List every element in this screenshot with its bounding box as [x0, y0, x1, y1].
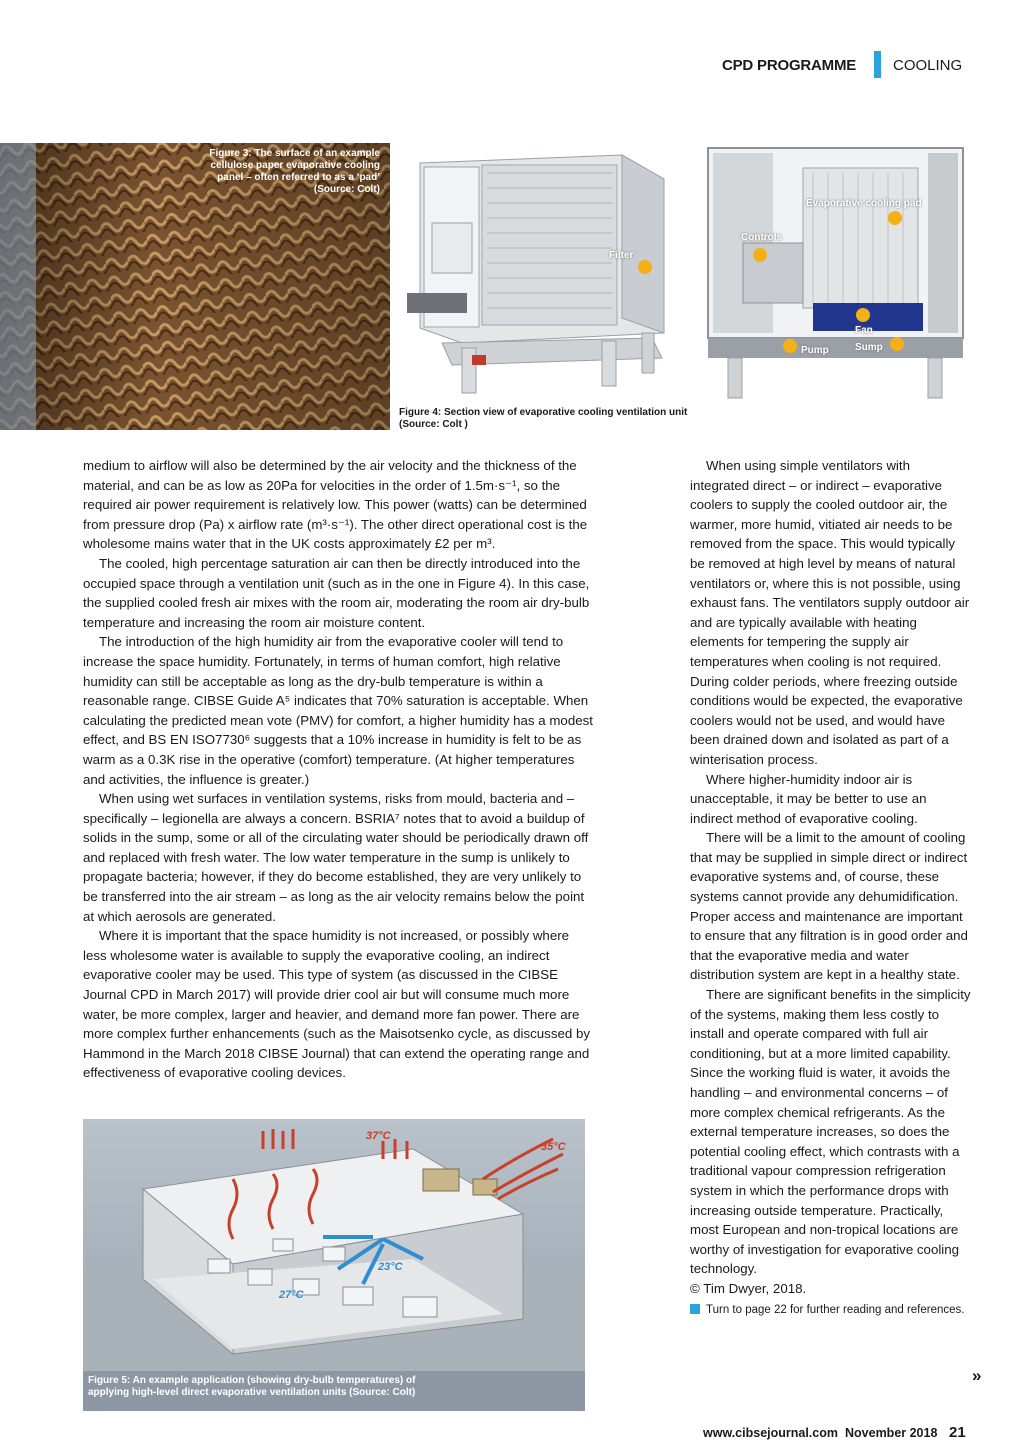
unit-exterior-drawing [402, 143, 692, 405]
figure5-illustration [83, 1119, 585, 1371]
footer-date: November 2018 [845, 1426, 938, 1440]
footer-url[interactable]: www.cibsejournal.com [703, 1426, 838, 1440]
pump-callout: Pump [801, 345, 829, 356]
paragraph: When using simple ventilators with integrated direct – or indirect – evaporative coolers to supply the cooled outdoor air, the warmer, more humid, vitiated air needs to be removed from the space. This would typically be removed at high level by means of natural ventilators or, where this is not possible, using exhaust fans. The ventilators supply outdoor air and are typically available with heating elements for tempering the supply air temperatures when cooling is not required. During colder periods, where freezing outside conditions would be expected, the evaporative coolers would not be used, and would have been drained down and isolated as part of a winterisation process. [690, 458, 970, 767]
unit-section-drawing [703, 143, 983, 405]
header-divider [874, 51, 881, 78]
turn-note[interactable]: Turn to page 22 for further reading and references. [690, 1301, 972, 1321]
paragraph: The cooled, high percentage saturation air can then be directly introduced into the occupied space through a ventilation unit (such as in the one in Figure 4). In this case, the supplied cooled fresh air mixes with the room air, moderating the room air dry-bulb temperature and increasing the room air moisture content. [83, 555, 590, 630]
filter-callout: Filter [609, 250, 634, 261]
paragraph: The introduction of the high humidity air from the evaporative cooler will tend to increase the space humidity. Fortunately, in terms of human comfort, high relative humidity can still be acceptable as long as the dry-bulb temperature is within a reasonable range. CIBSE Guide A⁵ indicates that 70% saturation is acceptable. When calculating the predicted mean vote (PMV) for comfort, a higher humidity has a modest effect, and BS EN ISO7730⁶ suggests that a 10% increase in humidity is felt to be as warm as a 0.3K rise in the operative (comfort) temperature. (At higher temperatures and activities, the influence is greater.) [83, 634, 593, 787]
paragraph: There will be a limit to the amount of cooling that may be supplied in simple direct or indirect evaporative systems and, of course, these systems cannot provide any dehumidification. Proper access and maintenance are important to ensure that any filtration is in good order and that the evaporative media and water distribution system are kept in a healthy state. [690, 830, 968, 983]
sump-dot [890, 337, 904, 351]
fan-callout: Fan [855, 325, 873, 336]
pad-callout: Evaporative cooling pad [806, 198, 922, 209]
fan-dot [856, 308, 870, 322]
figure4-unit-exterior [402, 143, 692, 405]
controls-callout: Controls [741, 232, 783, 243]
figure5-caption: Figure 5: An example application (showing dry-bulb temperatures) of applying high-level direct evaporative ventilation units (Source: Colt) [83, 1371, 585, 1411]
pad-dot [888, 211, 902, 225]
filter-dot [638, 260, 652, 274]
left-column [83, 456, 593, 1083]
roof-temp: 37°C [366, 1130, 391, 1142]
figure3-caption: Figure 3: The surface of an example cellulose paper evaporative cooling panel – often referred to as a ‘pad’ (Source: Colt) [209, 148, 380, 195]
paragraph: Where it is important that the space humidity is not increased, or possibly where less wholesome water is available to supply the evaporative cooling, an indirect evaporative cooler may be used. This type of system (as discussed in the CIBSE Journal CPD in March 2017) will provide drier cool air but will consume much more water, be more complex, larger and heavier, and demand more fan power. There are more complex further enhancements (such as the Maisotsenko cycle, as discussed by Hammond in the March 2018 CIBSE Journal) that can extend the operating range and effectiveness of evaporative cooling devices. [83, 928, 590, 1081]
figure4-unit-section [703, 143, 983, 405]
building-drawing [83, 1119, 585, 1371]
paragraph: When using wet surfaces in ventilation systems, risks from mould, bacteria and – specifically – legionella are always a concern. BSRIA⁷ notes that to avoid a buildup of solids in the sump, some or all of the circulating water should be periodically drawn off and replaced with fresh water. The low water temperature in the sump is unlikely to propagate bacteria; however, if they do become established, they are very unlikely to be transferred into the air stream – as long as the air velocity remains below the point at which aerosols are generated. [83, 791, 589, 924]
sump-callout: Sump [855, 342, 883, 353]
square-bullet-icon [690, 1304, 700, 1314]
right-column [690, 456, 972, 1320]
continue-chevron-icon: » [972, 1366, 982, 1385]
page-number: 21 [949, 1424, 966, 1441]
paragraph: medium to airflow will also be determined by the air velocity and the thickness of the material, and can be as low as 20Pa for velocities in the order of 1.5m·s⁻¹, so the required air power requirement is relatively low. This power (watts) can be determined from pressure drop (Pa) x airflow rate (m³·s⁻¹). The other direct operational cost is the wholesome mains water that in the UK costs approximately £2 per m³. [83, 458, 588, 552]
paragraph: Where higher-humidity indoor air is unacceptable, it may be better to use an indirect method of evaporative cooling. [690, 771, 927, 826]
figure4-caption: Figure 4: Section view of evaporative cooling ventilation unit (Source: Colt ) [399, 407, 688, 430]
programme-label: CPD PROGRAMME [722, 57, 857, 74]
room-temp: 27°C [279, 1289, 304, 1301]
section-label: COOLING [893, 57, 963, 74]
supply-temp: 23°C [378, 1261, 403, 1273]
controls-dot [753, 248, 767, 262]
figure3-pad-photo [0, 143, 390, 430]
outside-temp: 35°C [541, 1141, 566, 1153]
paragraph: There are significant benefits in the simplicity of the systems, making them less costly to install and operate compared with full air conditioning, but at a more limited capability. Since the working fluid is water, it avoids the handling – and environmental concerns – of more complex chemical refrigerants. As the external temperature increases, so does the potential cooling effect, which contrasts with a traditional vapour compression refrigeration system in which the performance drops with increasing outside temperature. Practically, most European and non-tropical locations are worthy of investigation for evaporative cooling technology. [690, 987, 971, 1277]
author-credit: © Tim Dwyer, 2018. [690, 1280, 807, 1296]
pump-dot [783, 339, 797, 353]
